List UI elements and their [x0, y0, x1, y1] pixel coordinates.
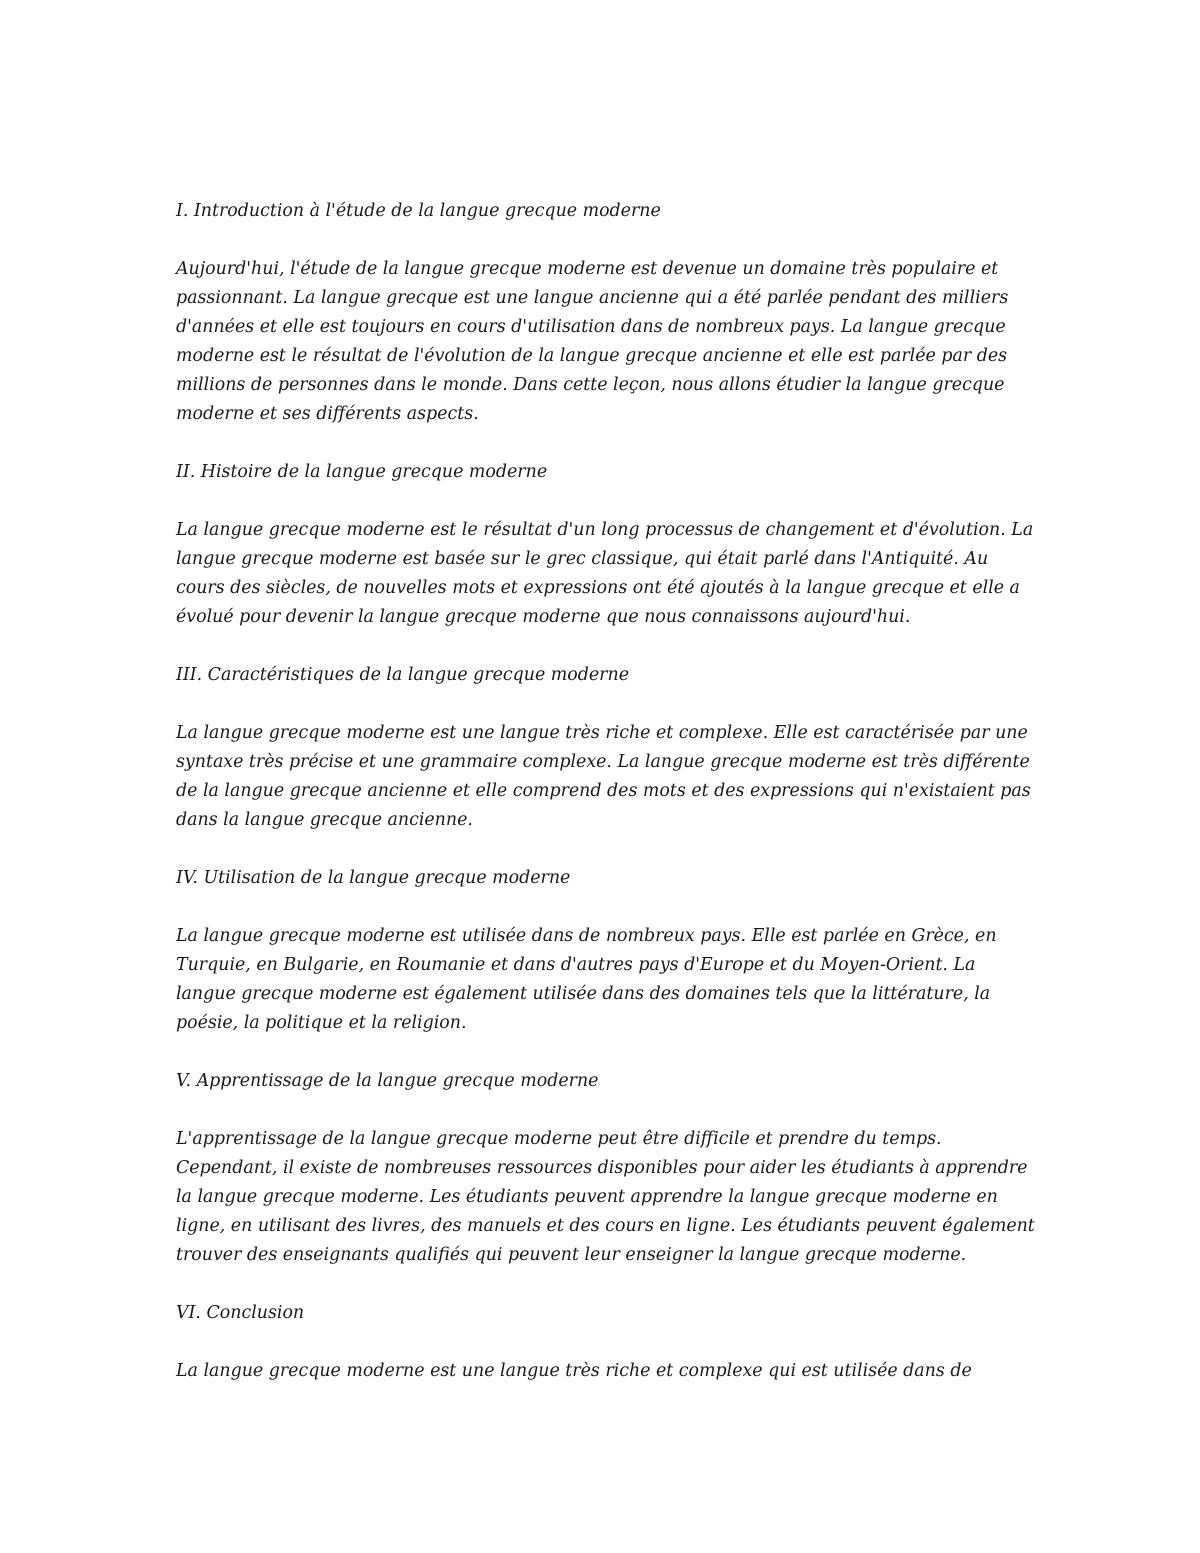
section-heading-caracteristiques: III. Caractéristiques de la langue grecque moderne — [176, 665, 629, 685]
section-paragraph-utilisation: La langue grecque moderne est utilisée dans de nombreux pays. Elle est parlée en Grèce, en Turquie, en Bulgarie, en Roumanie et dans d'autres pays d'Europe et du Moyen-Orient. La langue grecque moderne est également utilisée dans des domaines tels que la littérature, la poésie, la politique et la religion. — [176, 926, 997, 1033]
section-heading-introduction: I. Introduction à l'étude de la langue grecque moderne — [176, 201, 661, 221]
section-paragraph-introduction: Aujourd'hui, l'étude de la langue grecque moderne est devenue un domaine très populaire et passionnant. La langue grecque est une langue ancienne qui a été parlée pendant des milliers d'années et elle est toujours en cours d'utilisation dans de nombreux pays. La langue grecque moderne est le résultat de l'évolution de la langue grecque ancienne et elle est parlée par des millions de personnes dans le monde. Dans cette leçon, nous allons étudier la langue grecque moderne et ses différents aspects. — [176, 259, 1009, 424]
section-heading-conclusion: VI. Conclusion — [176, 1303, 305, 1323]
section-heading-apprentissage: V. Apprentissage de la langue grecque moderne — [176, 1071, 599, 1091]
section-heading-utilisation: IV. Utilisation de la langue grecque moderne — [176, 868, 571, 888]
section-paragraph-apprentissage: L'apprentissage de la langue grecque moderne peut être difficile et prendre du temps. Cependant, il existe de nombreuses ressources disponibles pour aider les étudiants à apprendre la langue grecque moderne. Les étudiants peuvent apprendre la langue grecque moderne en ligne, en utilisant des livres, des manuels et des cours en ligne. Les étudiants peuvent également trouver des enseignants qualifiés qui peuvent leur enseigner la langue grecque moderne. — [176, 1129, 1035, 1265]
document-body — [176, 197, 1036, 1415]
section-paragraph-caracteristiques: La langue grecque moderne est une langue très riche et complexe. Elle est caractérisée par une syntaxe très précise et une grammaire complexe. La langue grecque moderne est très différente de la langue grecque ancienne et elle comprend des mots et des expressions qui n'existaient pas dans la langue grecque ancienne. — [176, 723, 1031, 830]
section-heading-histoire: II. Histoire de la langue grecque moderne — [176, 462, 548, 482]
section-paragraph-conclusion: La langue grecque moderne est une langue très riche et complexe qui est utilisée dans de — [176, 1361, 972, 1381]
section-paragraph-histoire: La langue grecque moderne est le résultat d'un long processus de changement et d'évolution. La langue grecque moderne est basée sur le grec classique, qui était parlé dans l'Antiquité. Au cours des siècles, de nouvelles mots et expressions ont été ajoutés à la langue grecque et elle a évolué pour devenir la langue grecque moderne que nous connaissons aujourd'hui. — [176, 520, 1034, 627]
